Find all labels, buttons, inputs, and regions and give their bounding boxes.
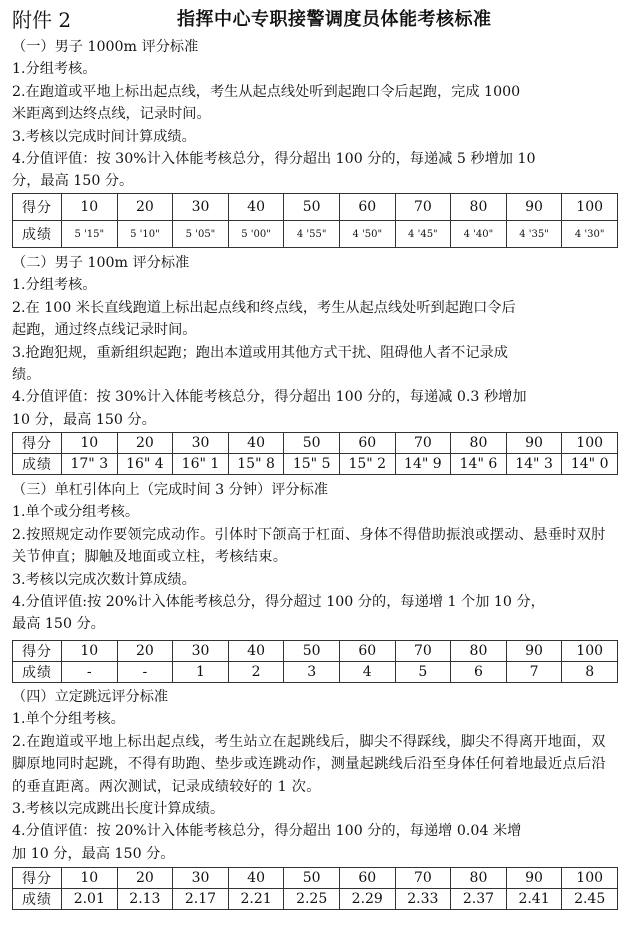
score-cell: 50 [284,194,340,221]
score-cell: 60 [339,194,395,221]
score-cell: 20 [117,868,173,889]
score-cell: 10 [62,868,118,889]
score-row [13,433,618,454]
score-table-standing-jump [12,867,618,910]
section-line: 2.在 100 米长直线跑道上标出起点线和终点线，考生从起点线处听到起跑口令后 [12,299,516,316]
result-row [13,221,618,248]
score-cell: 30 [173,868,229,889]
section-line: 4.分值评值：按 30%计入体能考核总分，得分超出 100 分的，每递减 5 秒增加 10 [12,151,536,168]
section-line: 3.考核以完成跳出长度计算成绩。 [12,801,225,818]
score-cell: 30 [173,641,229,662]
score-cell: 20 [117,194,173,221]
result-cell: 2.01 [62,889,118,910]
score-cell: 80 [451,433,507,454]
result-cell: 14" 9 [395,454,451,475]
section-heading: （一）男子 1000m 评分标准 [12,39,199,55]
result-cell: 5 '05" [173,221,229,248]
result-cell: 4 '30" [562,221,618,248]
result-cell: 15" 8 [228,454,284,475]
section-line: 1.单个或分组考核。 [12,504,140,521]
result-cell: 16" 1 [173,454,229,475]
result-cell: 2.21 [228,889,284,910]
result-cell: 15" 5 [284,454,340,475]
score-cell: 60 [339,433,395,454]
score-cell: 60 [339,868,395,889]
section-standing-jump [12,686,620,865]
score-cell: 10 [62,433,118,454]
result-cell: 5 [395,662,451,683]
result-row [13,889,618,910]
section-line: 10 分，最高 150 分。 [12,411,156,428]
attachment-label: 附件 2 [12,8,72,32]
result-cell: 1 [173,662,229,683]
score-row [13,868,618,889]
result-cell: 2.45 [562,889,618,910]
result-cell: 14" 0 [562,454,618,475]
result-cell: 16" 4 [117,454,173,475]
section-line: 2.在跑道或平地上标出起点线，考生站立在起跳线后，脚尖不得踩线，脚尖不得离开地面，双脚原地同时起跳，不得有助跑、垫步或连跳动作，测量起跳线后沿至身体任何着地最近点后沿的垂直距离。两次测试，记录成绩较好的 1 次。 [12,733,606,795]
section-line: 米距离到达终点线，记录时间。 [12,106,211,123]
result-cell: - [117,662,173,683]
score-cell: 50 [284,868,340,889]
result-cell: 17" 3 [62,454,118,475]
score-cell: 90 [506,868,562,889]
score-cell: 20 [117,641,173,662]
section-line: 最高 150 分。 [12,616,105,633]
score-cell: 60 [339,641,395,662]
section-line: 1.分组考核。 [12,277,97,294]
section-100m [12,252,620,431]
result-cell: 2.33 [395,889,451,910]
score-cell: 30 [173,433,229,454]
score-cell: 90 [506,641,562,662]
score-cell: 30 [173,194,229,221]
row-label: 成绩 [13,454,62,475]
result-cell: 5 '10" [117,221,173,248]
row-label: 成绩 [13,889,62,910]
score-cell: 20 [117,433,173,454]
result-cell: 4 '45" [395,221,451,248]
result-cell: 4 '40" [451,221,507,248]
section-1000m [12,36,620,193]
section-line: 分，最高 150 分。 [12,173,134,190]
score-table-100m [12,432,618,475]
score-table-pull-up [12,640,618,683]
score-cell: 90 [506,433,562,454]
result-cell: 3 [284,662,340,683]
section-line: 2.在跑道或平地上标出起点线，考生从起点线处听到起跑口令后起跑，完成 1000 [12,83,521,100]
result-cell: 15" 2 [339,454,395,475]
section-line: 1.单个分组考核。 [12,711,125,728]
score-cell: 40 [228,194,284,221]
result-cell: 2.41 [506,889,562,910]
score-cell: 50 [284,433,340,454]
score-cell: 100 [562,433,618,454]
score-cell: 10 [62,194,118,221]
result-cell: 2.29 [339,889,395,910]
score-cell: 80 [451,868,507,889]
score-cell: 80 [451,194,507,221]
result-cell: 2.37 [451,889,507,910]
score-row [13,194,618,221]
section-line: 4.分值评值：按 30%计入体能考核总分，得分超出 100 分的，每递减 0.3 秒增加 [12,389,527,406]
score-row [13,641,618,662]
result-cell: 2 [228,662,284,683]
score-cell: 90 [506,194,562,221]
section-line: 3.考核以完成时间计算成绩。 [12,128,196,145]
section-heading: （三）单杠引体向上（完成时间 3 分钟）评分标准 [12,482,328,498]
section-line: 4.分值评值:按 20%计入体能考核总分，得分超过 100 分的，每递增 1 个加 10 分， [12,594,545,611]
section-heading: （四）立定跳远评分标准 [12,689,169,705]
section-line: 加 10 分，最高 150 分。 [12,845,175,862]
score-cell: 70 [395,433,451,454]
result-cell: 8 [562,662,618,683]
row-label: 得分 [13,868,62,889]
result-cell: 2.17 [173,889,229,910]
score-cell: 100 [562,194,618,221]
score-cell: 80 [451,641,507,662]
section-line: 2.按照规定动作要领完成动作。引体时下颌高于杠面、身体不得借助振浪或摆动、悬垂时双肘关节伸直；脚触及地面或立柱，考核结束。 [12,526,606,566]
section-line: 1.分组考核。 [12,61,97,78]
result-cell: 6 [451,662,507,683]
section-line: 4.分值评值：按 20%计入体能考核总分，得分超出 100 分的，每递增 0.04 米增 [12,823,522,840]
result-cell: 7 [506,662,562,683]
result-cell: - [62,662,118,683]
row-label: 成绩 [13,662,62,683]
score-cell: 10 [62,641,118,662]
score-cell: 70 [395,641,451,662]
result-cell: 2.13 [117,889,173,910]
result-row [13,454,618,475]
result-cell: 4 '35" [506,221,562,248]
score-cell: 100 [562,868,618,889]
row-label: 得分 [13,641,62,662]
score-cell: 70 [395,194,451,221]
result-cell: 4 '50" [339,221,395,248]
section-line: 3.抢跑犯规，重新组织起跑；跑出本道或用其他方式干扰、阻碍他人者不记录成 [12,344,508,361]
result-cell: 2.25 [284,889,340,910]
document-header [12,2,618,32]
result-cell: 5 '15" [62,221,118,248]
result-cell: 5 '00" [228,221,284,248]
row-label: 成绩 [13,221,62,248]
score-cell: 70 [395,868,451,889]
section-line: 3.考核以完成次数计算成绩。 [12,571,196,588]
score-table-1000m [12,193,618,248]
score-cell: 40 [228,641,284,662]
section-line: 绩。 [12,367,41,384]
row-label: 得分 [13,194,62,221]
row-label: 得分 [13,433,62,454]
score-cell: 50 [284,641,340,662]
result-cell: 4 [339,662,395,683]
result-cell: 14" 6 [451,454,507,475]
result-cell: 4 '55" [284,221,340,248]
section-line: 起跑，通过终点线记录时间。 [12,322,197,339]
section-heading: （二）男子 100m 评分标准 [12,255,190,271]
document-title: 指挥中心专职接警调度员体能考核标准 [177,9,492,30]
score-cell: 40 [228,433,284,454]
score-cell: 100 [562,641,618,662]
result-cell: 14" 3 [506,454,562,475]
score-cell: 40 [228,868,284,889]
result-row [13,662,618,683]
section-pull-up [12,479,620,636]
